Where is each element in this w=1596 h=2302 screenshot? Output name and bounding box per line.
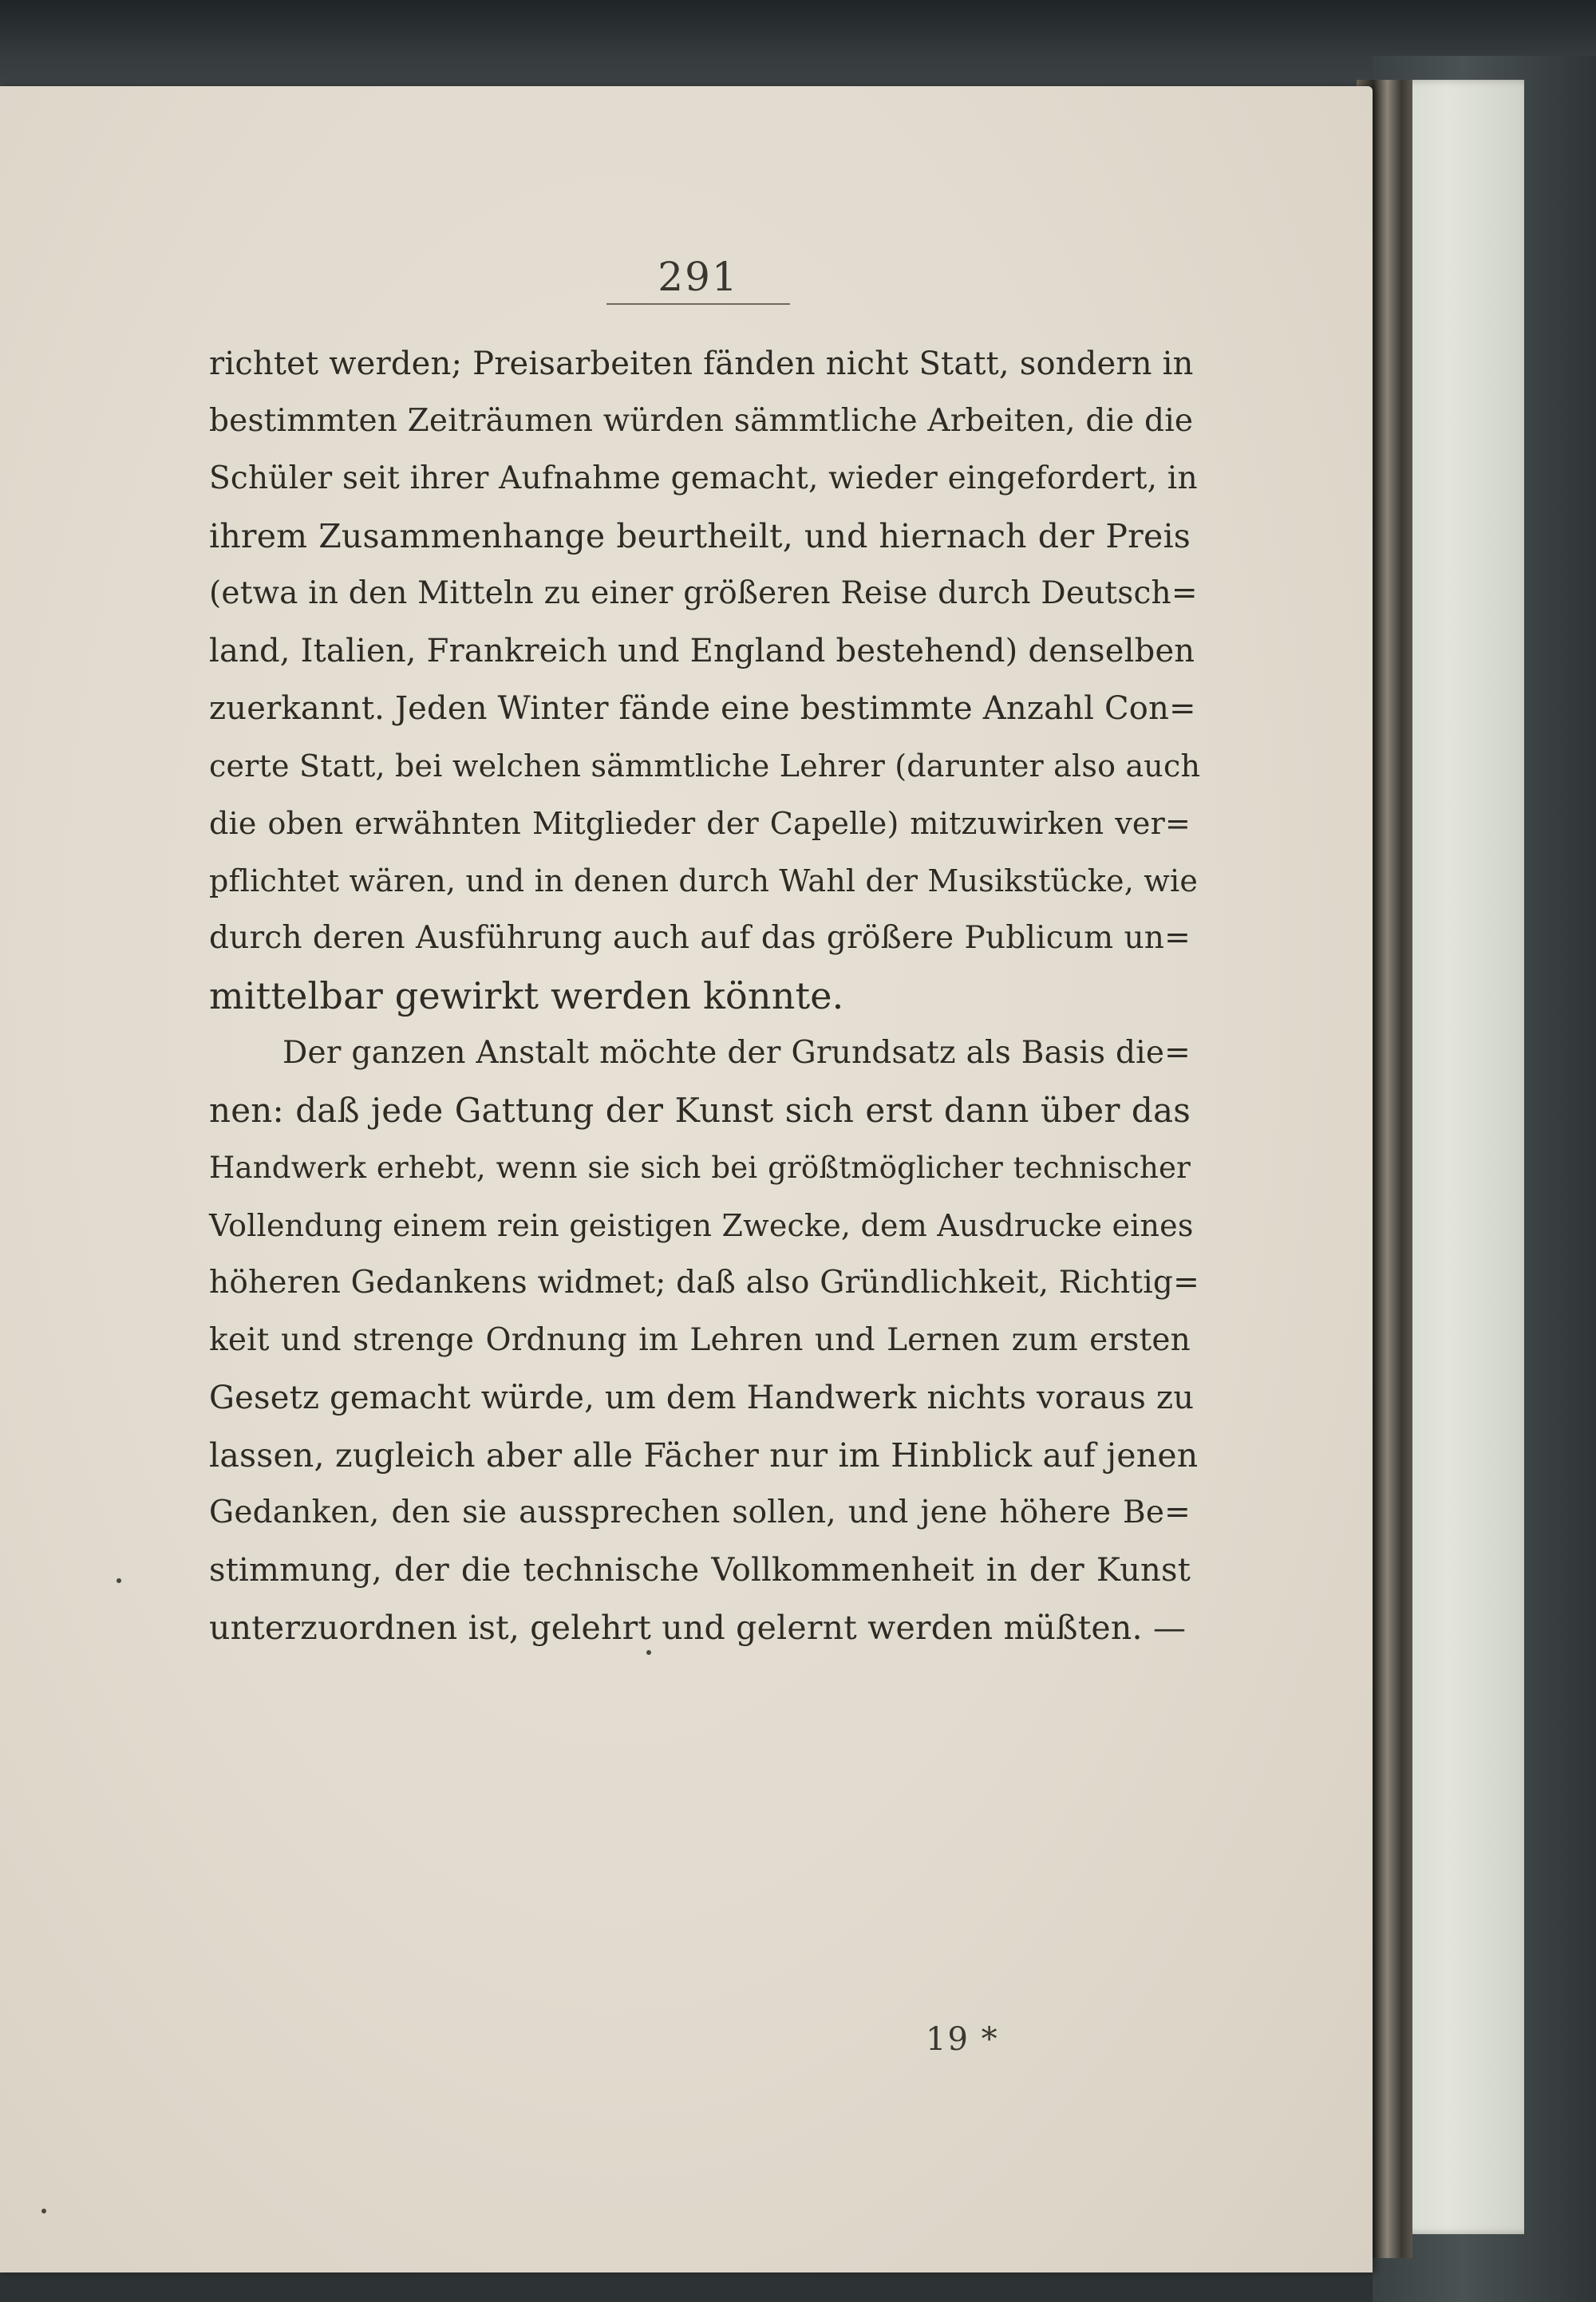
text-line: durch deren Ausführung auch auf das größere Publicum un= bbox=[209, 920, 1191, 956]
text-line: unterzuordnen ist, gelehrt und gelernt werden müßten. — bbox=[209, 1609, 1187, 1647]
header-rule bbox=[606, 303, 790, 305]
text-line: stimmung, der die technische Vollkommenheit in der Kunst bbox=[209, 1552, 1191, 1589]
paper-speck bbox=[646, 1650, 651, 1655]
text-line: Schüler seit ihrer Aufnahme gemacht, wieder eingefordert, in bbox=[209, 460, 1198, 496]
text-line: keit und strenge Ordnung im Lehren und Lernen zum ersten bbox=[209, 1322, 1191, 1358]
text-line: ihrem Zusammenhange beurtheilt, und hiernach der Preis bbox=[209, 517, 1191, 555]
text-line: Handwerk erhebt, wenn sie sich bei größtmöglicher technischer bbox=[209, 1151, 1191, 1185]
endpaper bbox=[1396, 80, 1524, 2234]
page-number: 291 bbox=[658, 254, 739, 300]
text-line: (etwa in den Mitteln zu einer größeren Reise durch Deutsch= bbox=[209, 575, 1198, 611]
text-line: Gedanken, den sie aussprechen sollen, und jene höhere Be= bbox=[209, 1495, 1191, 1530]
signature-mark: 19 * bbox=[926, 2021, 999, 2058]
book-page bbox=[0, 86, 1373, 2272]
text-line: bestimmten Zeiträumen würden sämmtliche Arbeiten, die die bbox=[209, 403, 1194, 439]
text-line: die oben erwähnten Mitglieder der Capelle) mitzuwirken ver= bbox=[209, 806, 1191, 841]
paper-speck bbox=[117, 1578, 121, 1583]
paper-speck bbox=[41, 2209, 46, 2213]
text-line: Vollendung einem rein geistigen Zwecke, dem Ausdrucke eines bbox=[209, 1208, 1194, 1243]
text-line: lassen, zugleich aber alle Fächer nur im Hinblick auf jenen bbox=[209, 1436, 1199, 1475]
text-line: Gesetz gemacht würde, um dem Handwerk nichts voraus zu bbox=[209, 1380, 1195, 1416]
text-line: zuerkannt. Jeden Winter fände eine bestimmte Anzahl Con= bbox=[209, 690, 1196, 727]
text-line: pflichtet wären, und in denen durch Wahl der Musikstücke, wie bbox=[209, 863, 1199, 898]
text-line: certe Statt, bei welchen sämmtliche Lehrer (darunter also auch bbox=[209, 748, 1201, 784]
text-line: Der ganzen Anstalt möchte der Grundsatz als Basis die= bbox=[282, 1035, 1191, 1071]
text-line: nen: daß jede Gattung der Kunst sich erst dann über das bbox=[209, 1091, 1191, 1130]
text-line: höheren Gedankens widmet; daß also Gründlichkeit, Richtig= bbox=[209, 1265, 1199, 1301]
text-line: mittelbar gewirkt werden könnte. bbox=[209, 974, 844, 1017]
text-line: richtet werden; Preisarbeiten fänden nicht Statt, sondern in bbox=[209, 345, 1194, 382]
body-text bbox=[209, 335, 1201, 1656]
text-line: land, Italien, Frankreich und England bestehend) denselben bbox=[209, 633, 1195, 669]
